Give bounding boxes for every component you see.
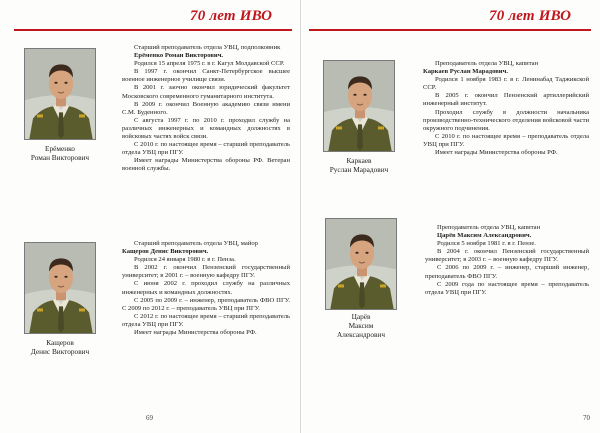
bio-paragraph: Проходил службу в должности начальника производственно-технического отделения войсковой части окружного подчинения. (423, 108, 589, 132)
bio-paragraph: Родился 24 января 1980 г. в г. Пенза. (134, 256, 236, 264)
bio-name: Каркаев Руслан Марадович. (423, 68, 508, 76)
bio-paragraph: Имеет награды Министерства обороны РФ. Ветеран военной службы. (122, 157, 290, 173)
bio-name: Кащеров Денис Викторович. (122, 248, 209, 256)
caption-given-name: Роман Викторович (30, 153, 90, 162)
bio-paragraph: В 2009 г. окончил Военную академию связи имени С.М. Буденного. (122, 100, 290, 116)
caption-given-name: Денис Викторович (30, 347, 90, 356)
biography-text (122, 44, 290, 174)
bio-paragraph: Родился 15 апреля 1975 г. в г. Кагул Молдавской ССР. (134, 60, 285, 68)
bio-paragraph: С 2012 г. по настоящее время – старший преподаватель отдела УВЦ при ПГУ. (122, 312, 290, 328)
bio-title: Старший преподаватель отдела УВЦ, майор (134, 240, 258, 247)
photo-caption (6, 144, 114, 162)
portrait-photo (323, 60, 395, 152)
page-header: 70 лет ИВО (190, 8, 273, 24)
bio-paragraph: Имеет награды Министерства обороны РФ. (435, 149, 558, 157)
biography-text (122, 240, 290, 337)
bio-paragraph: Имеет награды Министерства обороны РФ. (134, 329, 257, 337)
portrait-photo (325, 218, 397, 310)
bio-paragraph: В 1997 г. окончил Санкт-Петербургское высшее военное инженерное училище связи. (122, 68, 290, 84)
header-rule (309, 29, 591, 31)
bio-title: Преподаватель отдела УВЦ, капитан (437, 224, 541, 231)
bio-paragraph: В 2005 г. окончил Пензенский артиллерийский инженерный институт. (423, 92, 589, 108)
bio-paragraph: С июня 2002 г. проходил службу на различных инженерных и командных должностях. (122, 280, 290, 296)
caption-surname: Царёв (351, 312, 371, 321)
photo-caption (305, 156, 413, 174)
caption-patronymic: Александрович (336, 330, 385, 339)
photo-caption (6, 338, 114, 356)
caption-given-name: Руслан Марадович (329, 165, 389, 174)
bio-paragraph: В 2002 г. окончил Пензенский государственный университет; в 2001 г. – военную кафедру ПГУ. (122, 264, 290, 280)
biography-text (425, 224, 589, 297)
biography-text (423, 60, 589, 157)
right-page (300, 0, 600, 433)
bio-paragraph: С 2010 г. по настоящее время – старший преподаватель отдела УВЦ при ПГУ. (122, 141, 290, 157)
page-header: 70 лет ИВО (489, 8, 572, 24)
header-rule (14, 29, 292, 31)
bio-paragraph: В 2004 г. окончил Пензенский государственный университет; в 2003 г. – военную кафедру ПГУ. (425, 248, 589, 264)
bio-paragraph: С 2006 по 2009 г. – инженер, старший инженер, преподаватель ФВО ПГУ. (425, 264, 589, 280)
portrait-photo (24, 242, 96, 334)
caption-given-name: Максим (348, 321, 374, 330)
portrait-photo (24, 48, 96, 140)
bio-title: Преподаватель отдела УВЦ, капитан (435, 60, 539, 67)
photo-caption (307, 312, 415, 339)
page-number: 70 (583, 414, 590, 422)
bio-name: Ерёменко Роман Викторович. (134, 52, 224, 60)
caption-surname: Каркаев (346, 156, 372, 165)
bio-paragraph: С 2009 года по настоящее время – преподаватель отдела УВЦ при ПГУ. (425, 280, 589, 296)
bio-paragraph: С 2010 г. по настоящее время – преподаватель отдела УВЦ при ПГУ. (423, 132, 589, 148)
page-number: 69 (146, 414, 153, 422)
bio-paragraph: В 2001 г. заочно окончил юридический факультет Московского современного гуманитарного института. (122, 84, 290, 100)
bio-paragraph: Родился 1 ноября 1983 г. в г. Ленинабад Таджикской ССР. (423, 76, 589, 92)
bio-title: Старший преподаватель отдела УВЦ, подполковник (134, 44, 281, 51)
bio-name: Царёв Максим Александрович. (437, 232, 532, 240)
bio-paragraph: С 2005 по 2009 г. – инженер, преподаватель ФВО ПГУ. С 2009 по 2012 г. – преподаватель УВЦ при ПГУ. (122, 296, 290, 312)
caption-surname: Ерёменко (45, 144, 75, 153)
caption-surname: Кащеров (46, 338, 74, 347)
bio-paragraph: Родился 5 ноября 1981 г. в г. Пензе. (437, 240, 536, 248)
bio-paragraph: С августа 1997 г. по 2010 г. проходил службу на различных инженерных и командных должностях в войсковых частях войск связи. (122, 116, 290, 141)
